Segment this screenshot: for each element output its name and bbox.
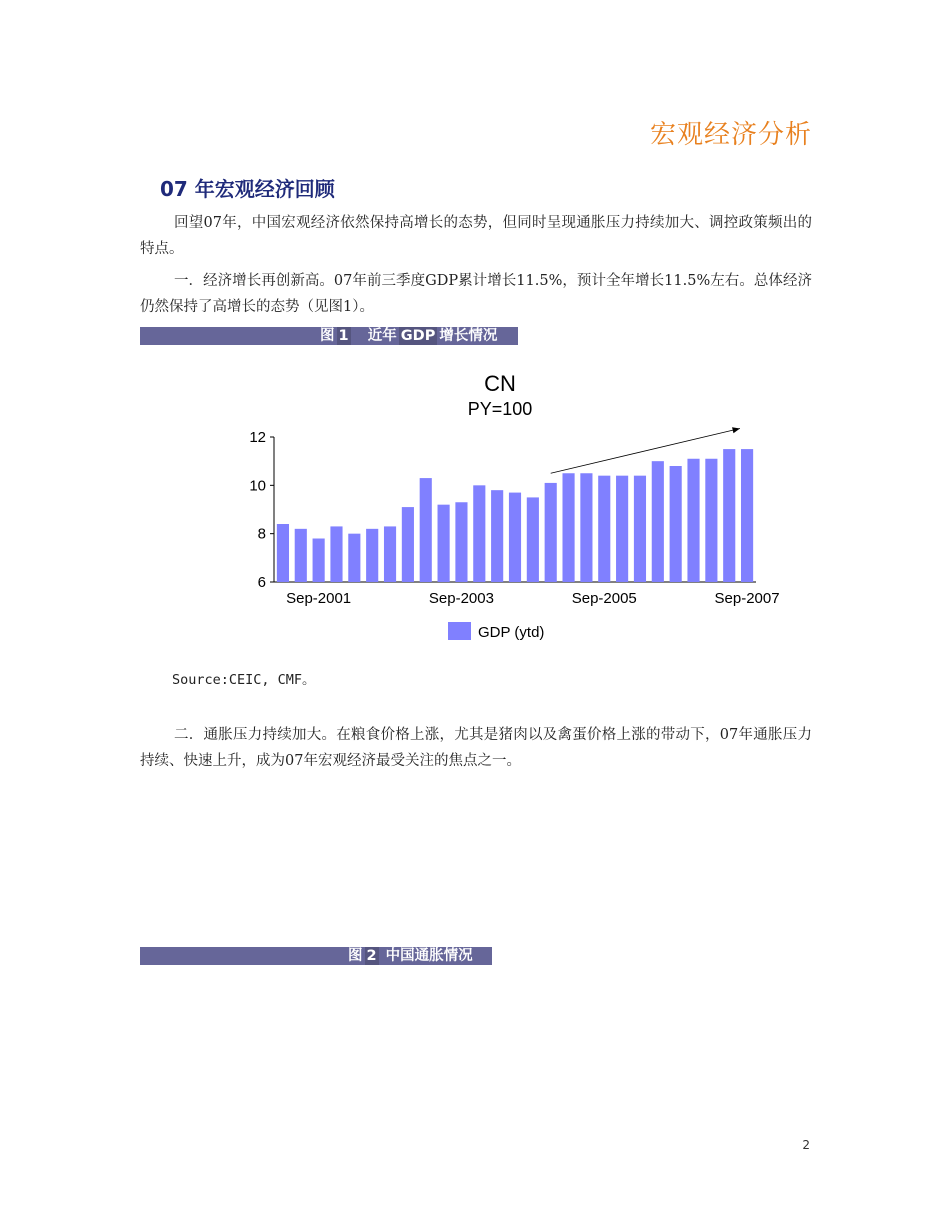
section-heading: 07 年宏观经济回顾 <box>160 177 335 201</box>
bar <box>598 476 610 582</box>
page-header-title: 宏观经济分析 <box>649 120 812 150</box>
figure1-label: 图 <box>320 328 335 344</box>
paragraph-inflation: 二．通胀压力持续加大。在粮食价格上涨，尤其是猪肉以及禽蛋价格上涨的带动下，07年通胀压力持续、快速上升，成为07年宏观经济最受关注的焦点之一。 <box>140 727 812 769</box>
figure1-source: Source:CEIC, CMF。 <box>172 672 316 688</box>
bar <box>527 497 539 582</box>
bar <box>705 459 717 582</box>
bar <box>634 476 646 582</box>
bar <box>438 505 450 582</box>
paragraph-intro: 回望07年，中国宏观经济依然保持高增长的态势，但同时呈现通胀压力持续加大、调控政策频出的特点。 <box>140 215 812 257</box>
chart-subtitle: PY=100 <box>467 399 533 419</box>
bar <box>741 449 753 582</box>
figure1-title-c: 增长情况 <box>439 328 498 344</box>
figure1-caption-bar <box>140 327 518 345</box>
bar <box>616 476 628 582</box>
bar <box>277 524 289 582</box>
x-tick-label: Sep-2005 <box>571 590 637 607</box>
trend-arrow-head <box>732 427 740 433</box>
figure1-number: 1 <box>338 328 349 344</box>
bar <box>723 449 735 582</box>
bar <box>652 461 664 582</box>
bar <box>670 466 682 582</box>
figure1-title-b: GDP <box>400 328 436 344</box>
bar <box>348 534 360 582</box>
bar <box>420 478 432 582</box>
figure1-title-a: 近年 <box>367 328 397 344</box>
figure2-caption-bar <box>140 947 492 965</box>
bar <box>330 526 342 582</box>
paragraph-growth: 一．经济增长再创新高。07年前三季度GDP累计增长11.5%，预计全年增长11.5%左右。总体经济仍然保持了高增长的态势（见图1）。 <box>140 273 812 315</box>
bar <box>313 539 325 583</box>
x-tick-label: Sep-2003 <box>428 590 494 607</box>
bar <box>562 473 574 582</box>
page-number: 2 <box>802 1138 810 1152</box>
figure2-number: 2 <box>366 948 377 964</box>
bar <box>509 493 521 582</box>
x-tick-label: Sep-2001 <box>286 590 352 607</box>
figure2-title: 中国通胀情况 <box>385 948 473 964</box>
x-tick-label: Sep-2007 <box>714 590 780 607</box>
figure2-label: 图 <box>348 948 363 964</box>
bar <box>473 485 485 582</box>
bar <box>491 490 503 582</box>
chart-title: CN <box>484 371 516 396</box>
chart-legend <box>448 622 544 641</box>
y-tick-label: 12 <box>249 429 266 446</box>
legend-swatch <box>448 622 471 640</box>
bar <box>402 507 414 582</box>
legend-label: GDP (ytd) <box>478 624 545 641</box>
bar <box>295 529 307 582</box>
bar <box>455 502 467 582</box>
y-tick-label: 6 <box>257 574 266 591</box>
bar <box>687 459 699 582</box>
bar <box>545 483 557 582</box>
figure1-caption <box>318 327 499 345</box>
y-tick-label: 10 <box>249 477 266 495</box>
figure2-caption <box>346 947 475 965</box>
chart-bars <box>277 449 753 582</box>
y-tick-label: 8 <box>257 525 266 543</box>
bar <box>580 473 592 582</box>
bar <box>366 529 378 582</box>
gdp-chart-svg <box>230 360 780 650</box>
bar <box>384 526 396 582</box>
gdp-chart <box>230 360 780 650</box>
